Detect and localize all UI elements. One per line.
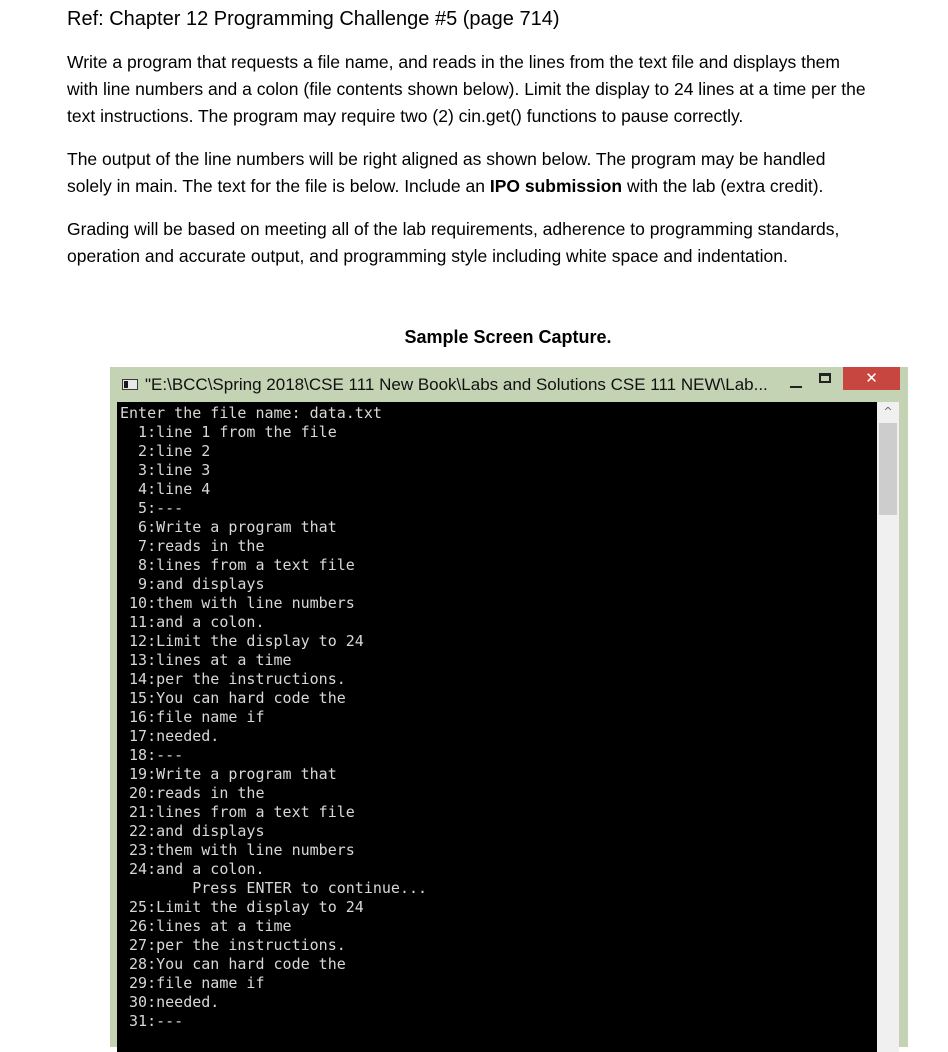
paragraph-line: [67, 173, 945, 200]
paragraph-line: text instructions. The program may require two (2) cin.get() functions to pause correctly.: [67, 106, 744, 126]
console-line: 12:Limit the display to 24: [120, 632, 364, 650]
paragraph-line: The output of the line numbers will be right aligned as shown below. The program may be handled: [67, 149, 826, 169]
console-line: 28:You can hard code the: [120, 955, 346, 973]
console-line: 18:---: [120, 746, 184, 764]
console-line: 20:reads in the: [120, 784, 265, 802]
console-line: 1:line 1 from the file: [120, 423, 337, 441]
console-line: 19:Write a program that: [120, 765, 337, 783]
close-icon[interactable]: ✕: [843, 367, 900, 390]
console-line: 16:file name if: [120, 708, 265, 726]
console-line: 24:and a colon.: [120, 860, 265, 878]
scroll-up-arrow-icon[interactable]: ^: [883, 405, 893, 418]
paragraph-line: operation and accurate output, and programming style including white space and indentation.: [67, 246, 788, 266]
console-output-area: [117, 402, 877, 1052]
console-output: [120, 404, 427, 1031]
vertical-scrollbar[interactable]: [877, 402, 899, 1052]
paragraph-line: Grading will be based on meeting all of the lab requirements, adherence to programming standards,: [67, 219, 840, 239]
console-app-icon: [122, 379, 138, 390]
console-line: 23:them with line numbers: [120, 841, 355, 859]
console-line: 13:lines at a time: [120, 651, 292, 669]
console-line: 29:file name if: [120, 974, 265, 992]
paragraph-line: Write a program that requests a file name, and reads in the lines from the text file and displays them: [67, 52, 840, 72]
console-line: 3:line 3: [120, 461, 211, 479]
console-line: 5:---: [120, 499, 184, 517]
console-line: 22:and displays: [120, 822, 265, 840]
console-line: 26:lines at a time: [120, 917, 292, 935]
console-line: 4:line 4: [120, 480, 211, 498]
output-format-paragraph: [67, 146, 945, 200]
ipo-submission-emphasis: IPO submission: [489, 176, 623, 196]
console-line: 6:Write a program that: [120, 518, 337, 536]
console-line: 15:You can hard code the: [120, 689, 346, 707]
console-line: 25:Limit the display to 24: [120, 898, 364, 916]
console-line: 17:needed.: [120, 727, 220, 745]
grading-paragraph: [67, 216, 945, 270]
instructions-paragraph: [67, 49, 945, 130]
console-line: 30:needed.: [120, 993, 220, 1011]
console-line: 10:them with line numbers: [120, 594, 355, 612]
console-line: Enter the file name: data.txt: [120, 404, 382, 422]
console-line: 27:per the instructions.: [120, 936, 346, 954]
console-line: 31:---: [120, 1012, 184, 1030]
console-line: Press ENTER to continue...: [120, 879, 428, 897]
console-line: 21:lines from a text file: [120, 803, 355, 821]
paragraph-text: with the lab (extra credit).: [622, 176, 824, 196]
console-line: 2:line 2: [120, 442, 211, 460]
reference-heading: Ref: Chapter 12 Programming Challenge #5 (page 714): [67, 8, 560, 30]
console-line: 11:and a colon.: [120, 613, 265, 631]
scroll-thumb[interactable]: [879, 423, 897, 515]
sample-caption: Sample Screen Capture.: [404, 327, 612, 347]
minimize-icon[interactable]: [784, 367, 808, 393]
console-title: "E:\BCC\Spring 2018\CSE 111 New Book\Labs and Solutions CSE 111 NEW\Lab...: [145, 375, 768, 394]
console-window-screenshot: [110, 367, 908, 1047]
maximize-icon[interactable]: [814, 367, 838, 393]
console-line: 8:lines from a text file: [120, 556, 355, 574]
paragraph-line: with line numbers and a colon (file contents shown below). Limit the display to 24 lines at a time per the: [67, 79, 866, 99]
console-line: 9:and displays: [120, 575, 265, 593]
console-line: 14:per the instructions.: [120, 670, 346, 688]
console-line: 7:reads in the: [120, 537, 265, 555]
console-titlebar: [110, 367, 908, 402]
paragraph-text: solely in main. The text for the file is below. Include an: [67, 176, 490, 196]
